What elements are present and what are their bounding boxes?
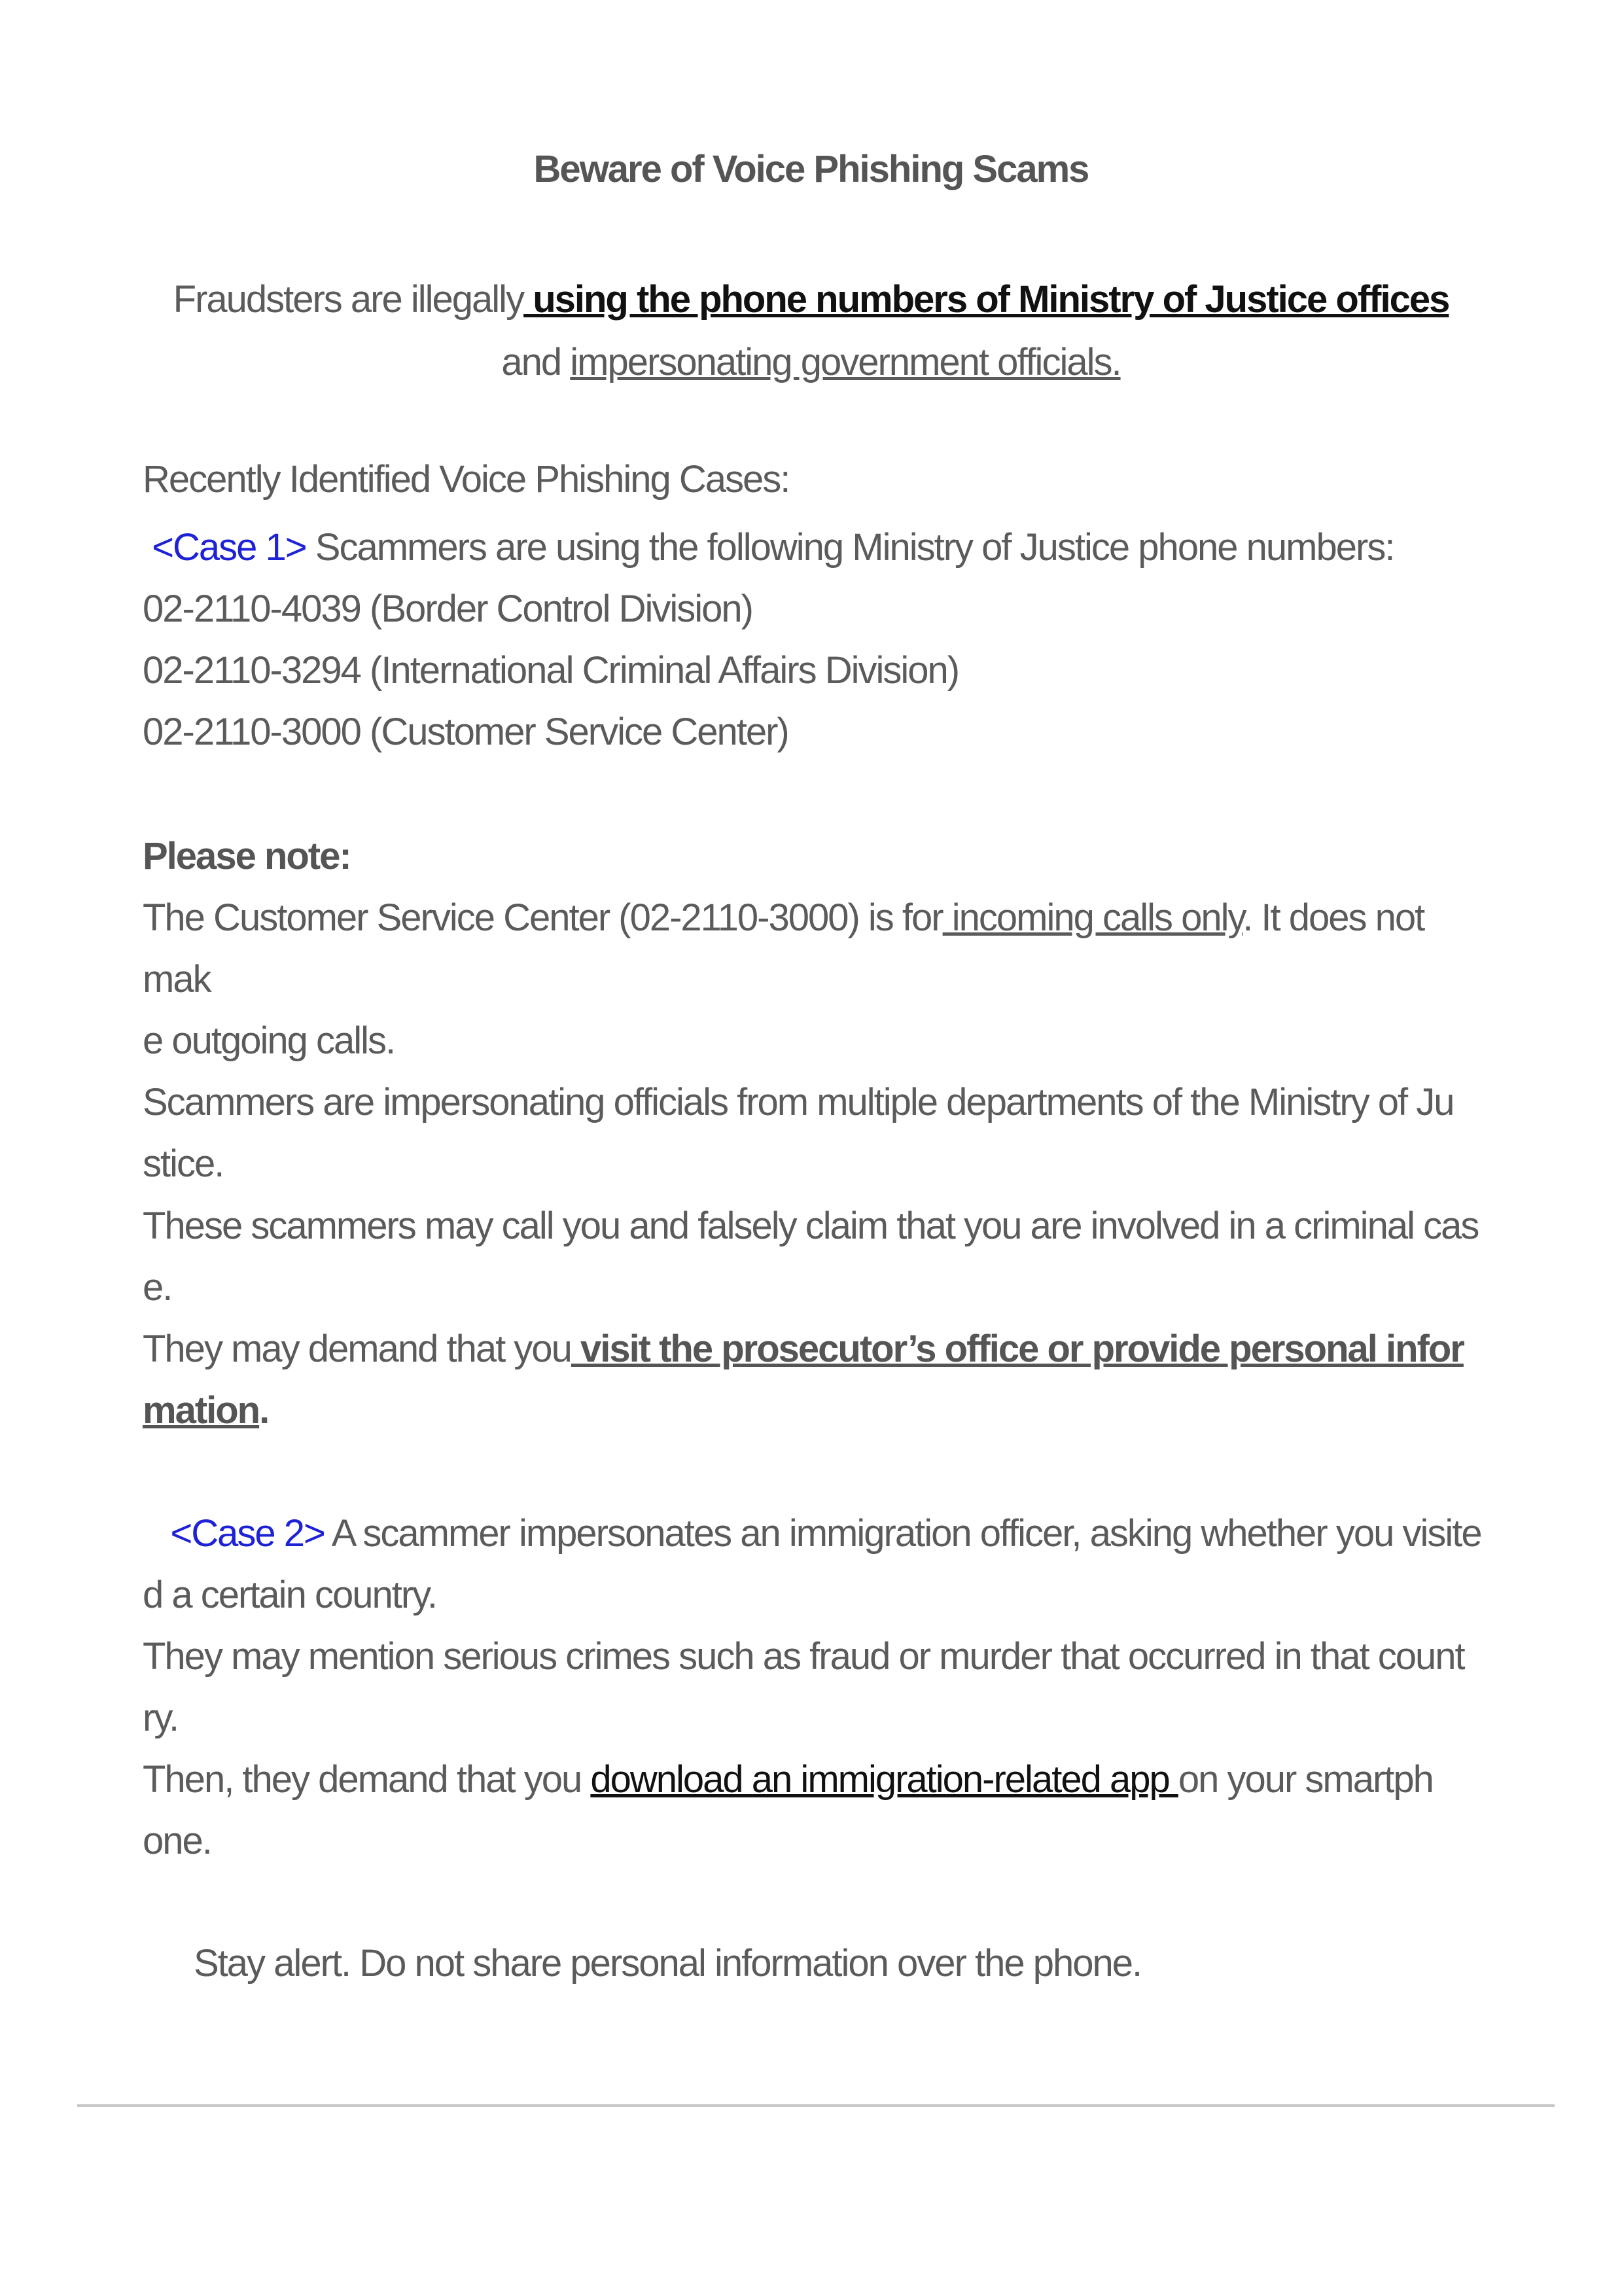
case-2-line-2-wrap: ry.: [143, 1697, 179, 1739]
intro-line-1: [0, 268, 1622, 331]
case-2-line-2: They may mention serious crimes such as fraud or murder that occurred in that count: [143, 1635, 1464, 1678]
intro-highlight-phone-numbers: using the phone numbers of Ministry of Justice offices: [523, 278, 1449, 321]
closing-message: Stay alert. Do not share personal information over the phone.: [194, 1942, 1142, 1985]
note-line-2-wrap: stice.: [143, 1142, 224, 1185]
footer-divider: [77, 2104, 1555, 2107]
page-title: Beware of Voice Phishing Scams: [533, 148, 1089, 190]
visit-prosecutor-highlight-wrap: mation: [143, 1389, 260, 1432]
note-heading: Please note:: [143, 835, 351, 877]
intro-paragraph: [0, 268, 1622, 394]
claims-line-1-wrap: e.: [143, 1266, 172, 1309]
intro-text: Fraudsters are illegally: [173, 278, 524, 321]
case-2-line-3-wrap: one.: [143, 1820, 211, 1862]
phone-number-line: 02-2110-3000 (Customer Service Center): [143, 711, 788, 753]
note-section: [143, 826, 1490, 1195]
case-2-text: Then, they demand that you: [143, 1758, 591, 1801]
intro-line-2: [0, 331, 1622, 394]
incoming-calls-highlight: incoming calls only: [942, 896, 1243, 939]
recent-cases-section: [143, 449, 1490, 510]
case-2-text: A scammer impersonates an immigration officer, asking whether you visite: [324, 1512, 1481, 1555]
note-line-1: [143, 887, 1490, 1010]
case-2-tag: <Case 2>: [170, 1512, 325, 1555]
case-1-text: Scammers are using the following Ministry of Justice phone numbers:: [306, 526, 1394, 569]
claims-period: .: [259, 1389, 269, 1432]
case-2-line-3: [143, 1749, 1490, 1810]
note-line-1-wrap: e outgoing calls.: [143, 1019, 395, 1062]
case-1-intro: [143, 517, 1490, 578]
closing-section: [194, 1933, 1542, 1994]
recent-cases-heading: Recently Identified Voice Phishing Cases:: [143, 458, 790, 501]
intro-highlight-impersonating: impersonating government officials.: [570, 341, 1121, 383]
phone-number-line: 02-2110-3294 (International Criminal Affairs Division): [143, 649, 959, 692]
claims-section: [143, 1195, 1490, 1441]
case-2-text: on your smartph: [1178, 1758, 1433, 1801]
visit-prosecutor-highlight: visit the prosecutor’s office or provide personal infor: [571, 1328, 1464, 1370]
note-text: . It does not mak: [143, 896, 1424, 1000]
claims-line-2-wrap: [143, 1380, 1490, 1441]
claims-line-1: These scammers may call you and falsely claim that you are involved in a criminal cas: [143, 1205, 1479, 1247]
case-2-section: [143, 1503, 1490, 1872]
note-line-2: Scammers are impersonating officials from multiple departments of the Ministry of Ju: [143, 1081, 1454, 1123]
intro-text: and: [501, 341, 571, 383]
case-1-tag: <Case 1>: [152, 526, 306, 569]
phone-number-line: 02-2110-4039 (Border Control Division): [143, 588, 752, 630]
note-text: The Customer Service Center (02-2110-3000) is for: [143, 896, 943, 939]
case-1-section: [143, 517, 1490, 763]
download-app-highlight: download an immigration-related app: [590, 1758, 1178, 1801]
case-2-intro-wrap: d a certain country.: [143, 1574, 436, 1616]
claims-line-2: [143, 1318, 1490, 1380]
case-2-intro: [143, 1503, 1490, 1564]
claims-text: They may demand that you: [143, 1328, 571, 1370]
